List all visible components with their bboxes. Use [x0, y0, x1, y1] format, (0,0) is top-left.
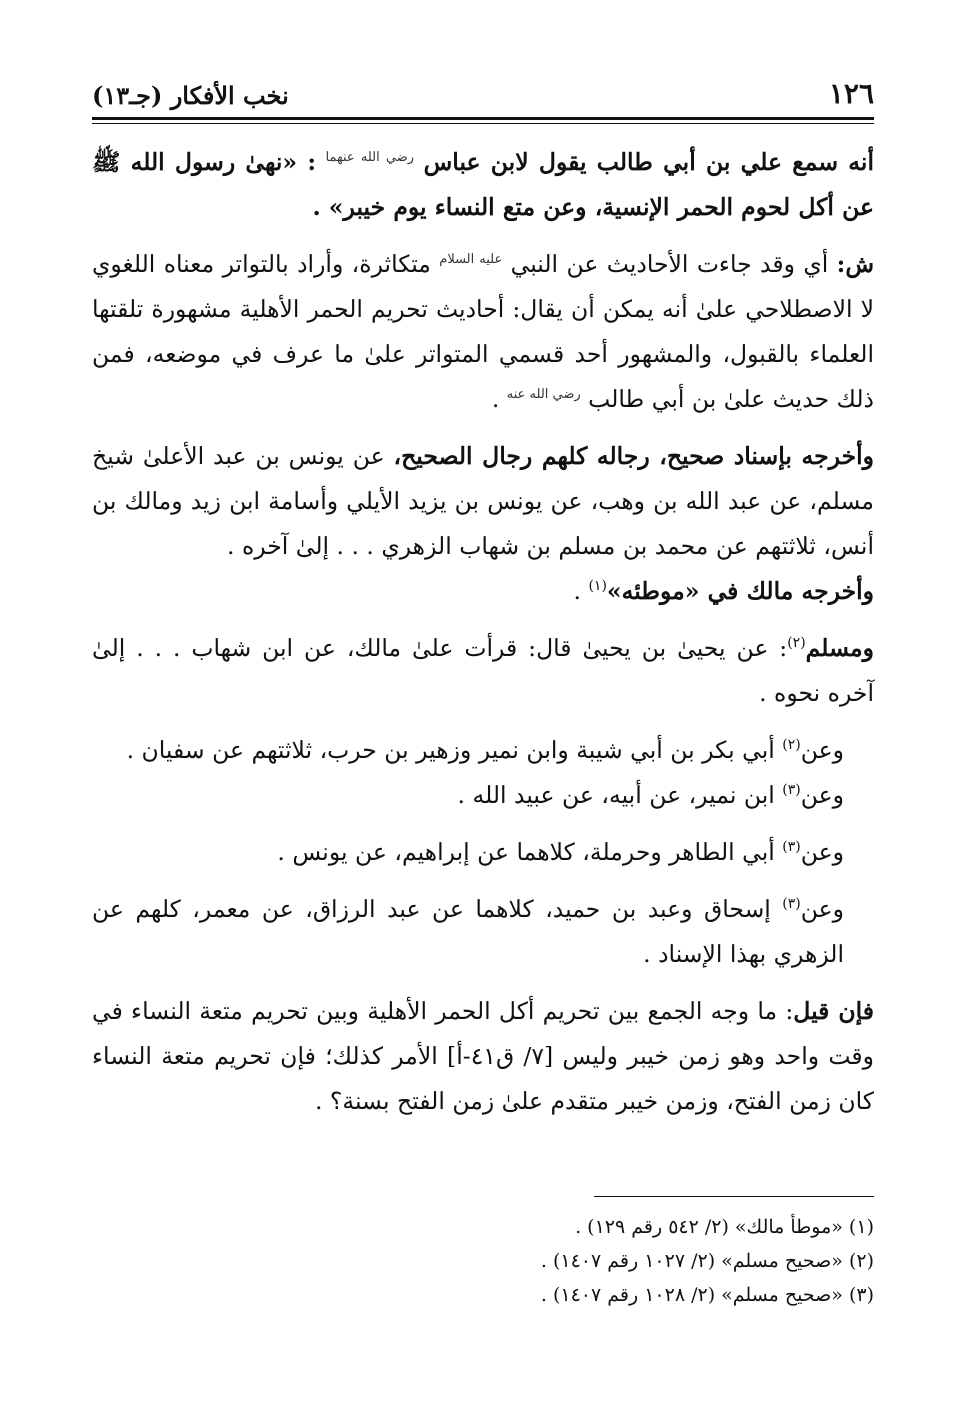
header-rule-thick — [92, 117, 874, 120]
book-title: نخب الأفكار (جـ١٣) — [92, 81, 289, 110]
footnote-ref: (٢) — [787, 635, 806, 652]
footnote-ref: (١) — [588, 578, 607, 595]
chain-prefix: وعن — [800, 736, 844, 764]
paragraph-chain-4 — [92, 887, 874, 977]
footnote-separator — [594, 1196, 874, 1197]
isnad-text: عن يونس بن عبد الأعلىٰ شيخ مسلم، عن عبد الله بن وهب، عن يونس بن يزيد الأيلي وأسامة ابن زيد ومالك بن أنس، ثلاثتهم عن محمد بن مسلم بن شهاب الزهري . . . إلىٰ آخره . — [92, 442, 874, 560]
chain-prefix: وعن — [800, 781, 844, 809]
honorific-glyph: عليه السلام — [439, 252, 503, 268]
footnote-3: (٣) «صحيح مسلم» (٢/ ١٠٢٨ رقم ١٤٠٧) . — [540, 1284, 874, 1306]
isnad-bold: وأخرجه بإسناد صحيح، رجاله كلهم رجال الصحيح، — [393, 442, 874, 470]
commentary-marker: ش: — [836, 250, 875, 278]
commentary-text-2: متكاثرة، وأراد بالتواتر معناه اللغوي لا الاصطلاحي علىٰ أنه يمكن أن يقال: أحاديث تحريم الحمر الأهلية مشهورة تلقتها العلماء بالقبول، والمشهور أحد قسمي المتواتر علىٰ ما عرف في موضعه، فمن ذلك حديث علىٰ بن أبي طالب — [92, 250, 874, 413]
paragraph-chain-1 — [92, 728, 874, 773]
chain-text: ابن نمير، عن أبيه، عن عبيد الله . — [457, 781, 783, 809]
hadith-text-start: أنه سمع علي بن أبي طالب يقول لابن عباس — [423, 148, 874, 176]
question-text: : ما وجه الجمع بين تحريم أكل الحمر الأهلية وبين تحريم متعة النساء في وقت واحد وهو زمن خيبر وليس [٧/ ق٤١-أ] الأمر كذلك؛ فإن تحريم متعة النساء كان زمن الفتح، وزمن خيبر متقدم علىٰ زمن الفتح بسنة؟ . — [92, 997, 874, 1115]
commentary-text-3: . — [491, 385, 507, 413]
footnote-ref: (٣) — [782, 896, 801, 913]
malik-bold: وأخرجه مالك في «موطئه» — [606, 577, 874, 605]
muslim-bold: ومسلم — [805, 634, 874, 662]
honorific-glyph: رضي الله عنهما — [325, 150, 415, 166]
paragraph-isnad — [92, 434, 874, 569]
commentary-text-1: أي وقد جاءت الأحاديث عن النبي — [502, 250, 837, 278]
chain-text: أبي بكر بن أبي شيبة وابن نمير وزهير بن حرب، ثلاثتهم عن سفيان . — [126, 736, 783, 764]
hadith-text-end: : «نهىٰ رسول الله ﷺ عن أكل لحوم الحمر الإنسية، وعن متع النساء يوم خيبر» . — [92, 148, 874, 221]
paragraph-malik — [92, 569, 874, 614]
chain-prefix: وعن — [800, 838, 844, 866]
chain-text: أبي الطاهر وحرملة، كلاهما عن إبراهيم، عن يونس . — [277, 838, 783, 866]
malik-text: . — [573, 577, 589, 605]
footnote-ref: (٢) — [782, 737, 801, 754]
header-rule-thin — [92, 123, 874, 124]
footnotes — [92, 1210, 874, 1312]
footnote-1: (١) «موطأ مالك» (٢/ ٥٤٢ رقم ١٢٩) . — [575, 1216, 874, 1238]
chain-text: إسحاق وعبد بن حميد، كلاهما عن عبد الرزاق، عن معمر، كلهم عن الزهري بهذا الإسناد . — [92, 895, 844, 968]
honorific-glyph: رضي الله عنه — [506, 387, 581, 403]
paragraph-chain-3 — [92, 830, 874, 875]
footnote-2: (٢) «صحيح مسلم» (٢/ ١٠٢٧ رقم ١٤٠٧) . — [540, 1250, 874, 1272]
paragraph-muslim — [92, 626, 874, 716]
paragraph-hadith — [92, 140, 874, 230]
paragraph-chain-2 — [92, 773, 874, 818]
main-text — [92, 140, 874, 1124]
question-bold: فإن قيل — [793, 997, 874, 1025]
footnote-ref: (٣) — [782, 782, 801, 799]
paragraph-question — [92, 989, 874, 1124]
page-number: ١٢٦ — [828, 77, 874, 110]
page-header — [92, 70, 874, 110]
paragraph-commentary — [92, 242, 874, 422]
muslim-text: : عن يحيىٰ بن يحيىٰ قال: قرأت علىٰ مالك، عن ابن شهاب . . . إلىٰ آخره نحوه . — [92, 634, 874, 707]
footnote-ref: (٣) — [782, 839, 801, 856]
chain-prefix: وعن — [800, 895, 844, 923]
